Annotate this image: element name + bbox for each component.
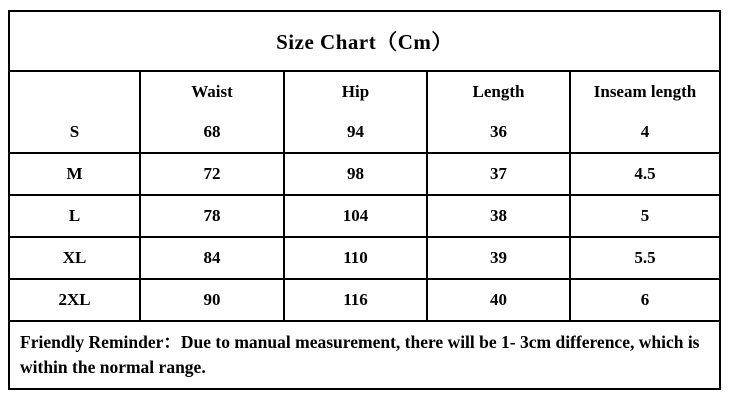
row-label-l: L	[10, 195, 140, 237]
size-chart-card	[8, 10, 721, 390]
column-header-waist: Waist	[140, 72, 284, 112]
table-header	[10, 72, 719, 112]
table-row	[10, 153, 719, 195]
row-label-s: S	[10, 112, 140, 153]
column-header-inseam-length: Inseam length	[593, 82, 697, 101]
table-row	[10, 237, 719, 279]
page-title: Size Chart（Cm）	[276, 30, 453, 54]
cell-l-inseam: 5	[570, 195, 719, 237]
table-row	[10, 112, 719, 153]
cell-m-length: 37	[427, 153, 570, 195]
cell-xl-hip: 110	[284, 237, 427, 279]
cell-m-hip: 98	[284, 153, 427, 195]
column-header-hip: Hip	[284, 72, 427, 112]
column-header-size	[10, 72, 140, 112]
cell-l-waist: 78	[140, 195, 284, 237]
cell-xl-length: 39	[427, 237, 570, 279]
row-label-2xl: 2XL	[10, 279, 140, 320]
table-header-row	[10, 72, 719, 112]
cell-xl-waist: 84	[140, 237, 284, 279]
cell-s-waist: 68	[140, 112, 284, 153]
cell-l-length: 38	[427, 195, 570, 237]
cell-2xl-inseam: 6	[640, 290, 650, 309]
cell-s-length: 36	[427, 112, 570, 153]
row-label-m: M	[10, 153, 140, 195]
table-row	[10, 195, 719, 237]
size-chart-title-row	[10, 12, 719, 72]
cell-2xl-hip: 116	[284, 279, 427, 320]
size-chart-table	[10, 72, 719, 320]
cell-xl-inseam: 5.5	[570, 237, 719, 279]
table-row	[10, 279, 719, 320]
cell-2xl-length: 40	[427, 279, 570, 320]
column-header-length: Length	[427, 72, 570, 112]
cell-s-inseam: 4	[570, 112, 719, 153]
cell-s-hip: 94	[284, 112, 427, 153]
cell-2xl-waist: 90	[140, 279, 284, 320]
cell-l-hip: 104	[284, 195, 427, 237]
table-body	[10, 112, 719, 320]
cell-m-inseam: 4.5	[570, 153, 719, 195]
row-label-xl: XL	[10, 237, 140, 279]
friendly-reminder-text: Friendly Reminder：Due to manual measurement, there will be 1- 3cm difference, which is within the normal range.	[20, 332, 700, 378]
friendly-reminder-note	[10, 320, 719, 388]
cell-m-waist: 72	[140, 153, 284, 195]
